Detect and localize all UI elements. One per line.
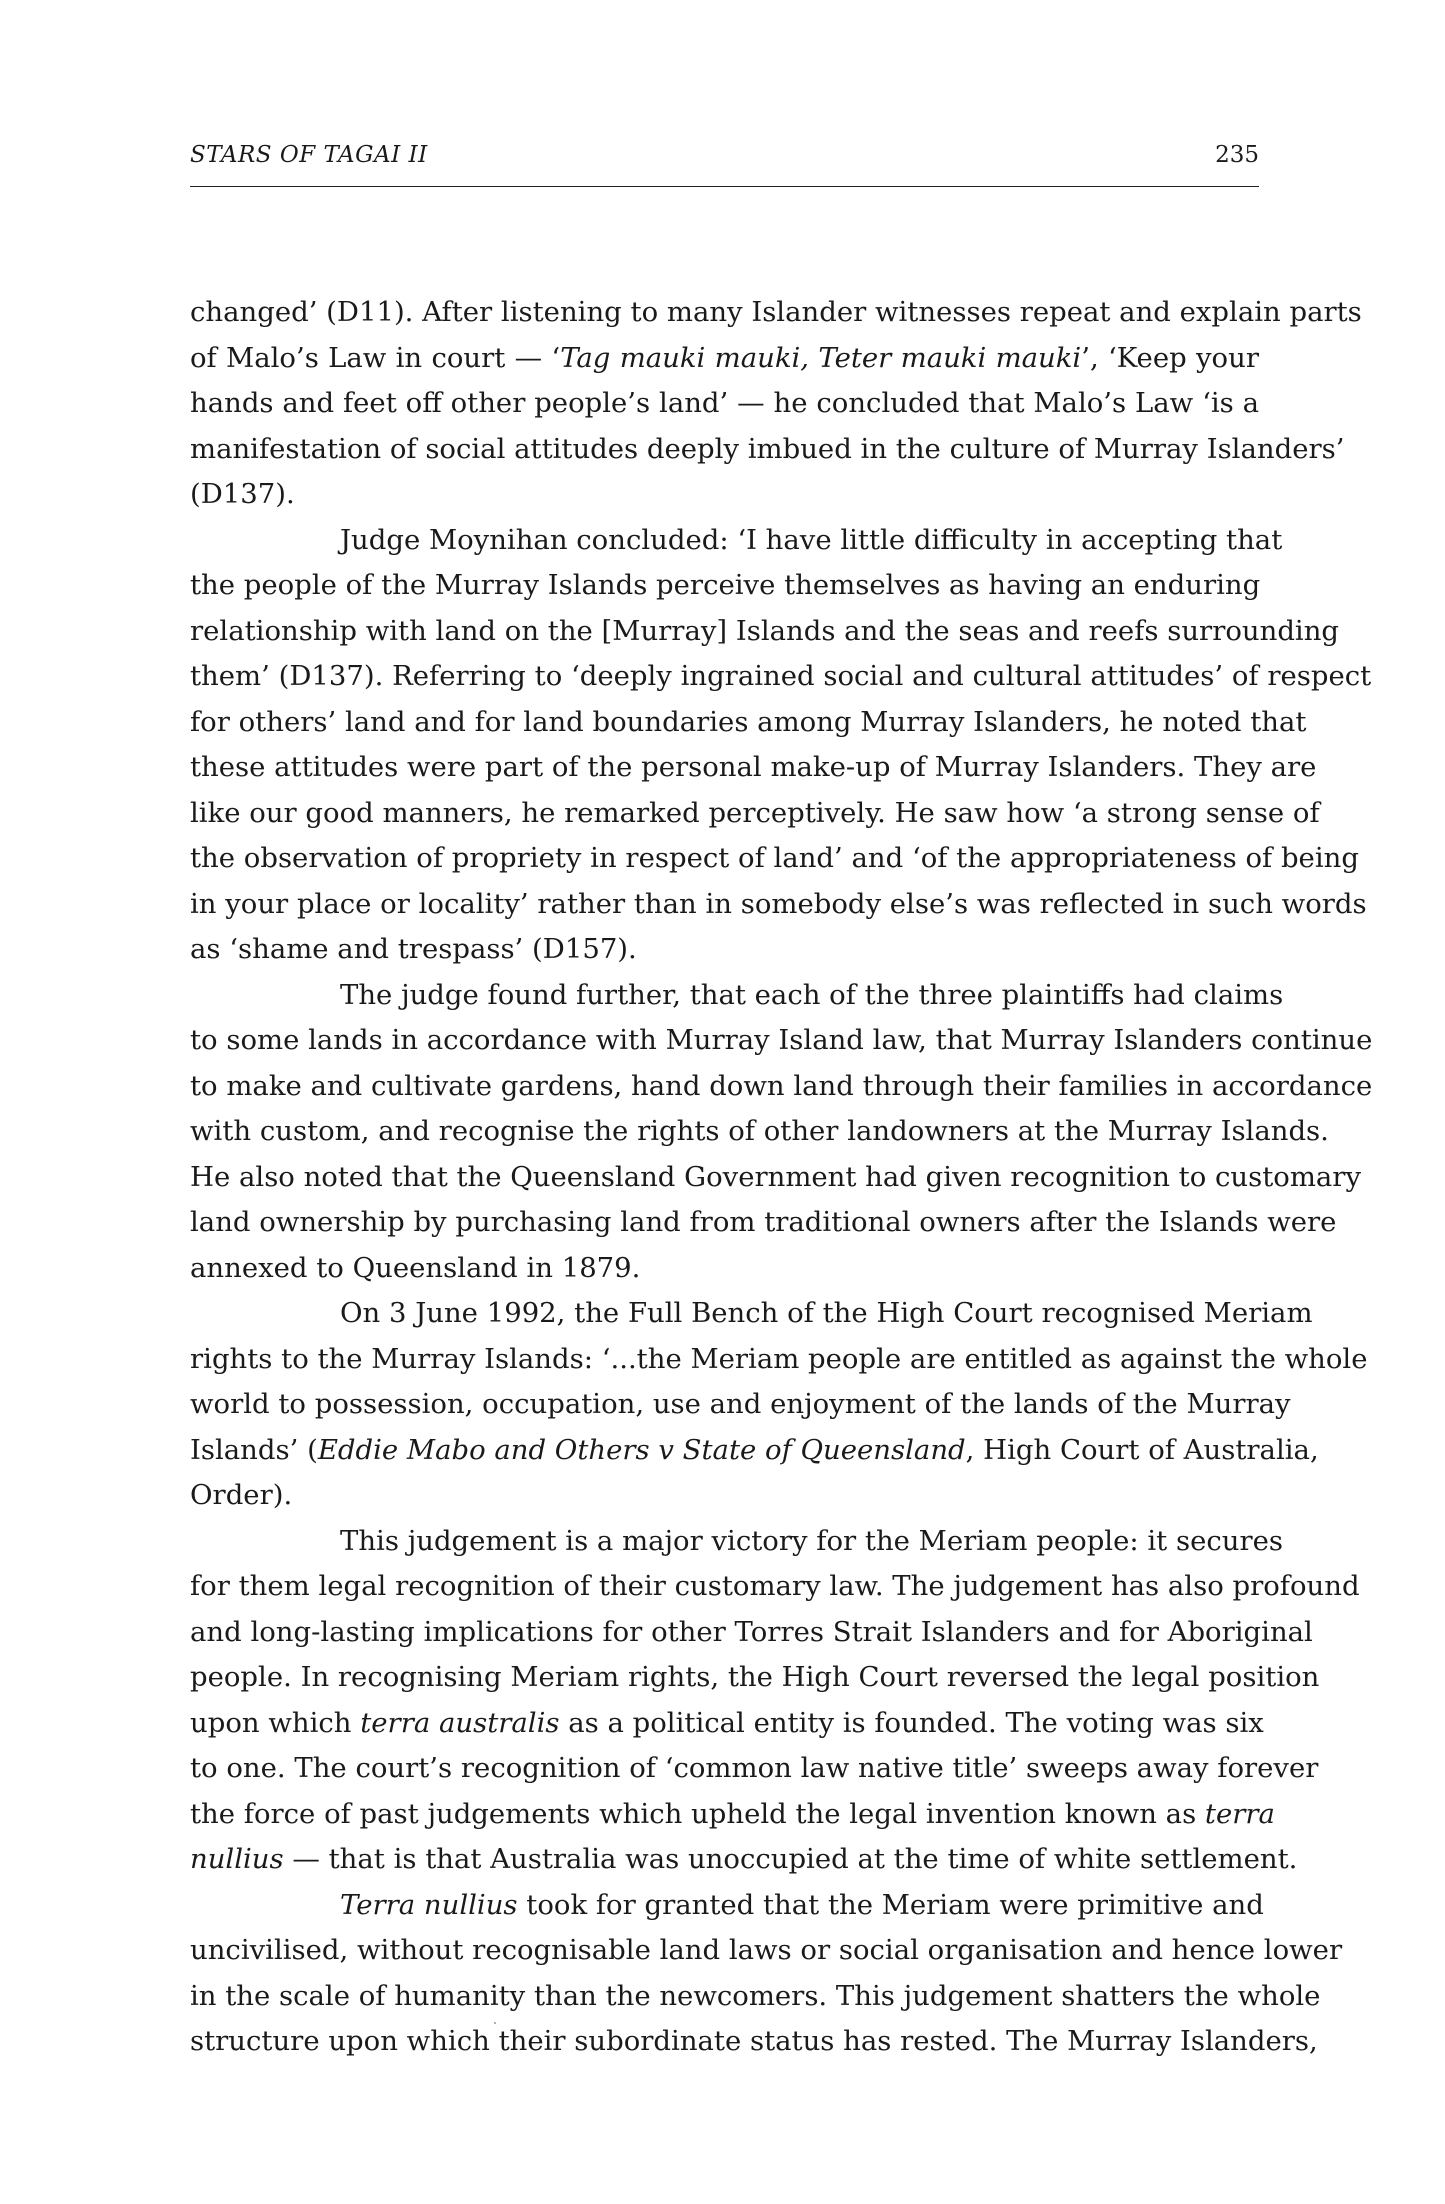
- text-line: [190, 336, 1259, 382]
- text-line: [190, 791, 1320, 837]
- italic-text: Tag mauki mauki, Teter mauki mauki: [560, 341, 1082, 374]
- text-line: [190, 381, 1259, 427]
- text-line: [190, 472, 1259, 518]
- text-line: [190, 1064, 1373, 1110]
- text-run: world to possession, occupation, use and enjoyment of the lands of the Murray: [190, 1388, 1291, 1420]
- scan-speck: [494, 2022, 496, 2024]
- text-run: and long-lasting implications for other Torres Strait Islanders and for Aboriginal: [190, 1615, 1313, 1648]
- text-run: the observation of propriety in respect of land’ and ‘of the appropriateness of being: [190, 842, 1359, 874]
- text-run: the people of the Murray Islands perceive themselves as having an enduring: [190, 569, 1261, 601]
- text-line: [190, 1473, 1259, 1519]
- text-run: This judgement is a major victory for the Meriam people: it secures: [340, 1524, 1283, 1557]
- text-line: [190, 1928, 1343, 1974]
- text-run: Order).: [190, 1479, 293, 1511]
- text-line: [190, 1519, 1283, 1565]
- text-line: [190, 1200, 1337, 1246]
- text-line: [190, 654, 1372, 700]
- text-line: [190, 1701, 1264, 1747]
- text-run: changed’ (D11). After listening to many Islander witnesses repeat and explain parts: [190, 296, 1362, 328]
- running-title: STARS OF TAGAI II: [190, 142, 428, 168]
- text-line: [190, 1382, 1291, 1428]
- text-run: as a political entity is founded. The voting was six: [559, 1706, 1264, 1739]
- text-line: [190, 1109, 1329, 1155]
- text-line: [190, 1837, 1298, 1883]
- text-run: as ‘shame and trespass’ (D157).: [190, 933, 637, 965]
- text-run: rights to the Murray Islands: ‘...the Meriam people are entitled as against the whole: [190, 1342, 1368, 1375]
- text-line: [190, 1792, 1275, 1838]
- text-line: [190, 563, 1259, 609]
- text-run: like our good manners, he remarked perceptively. He saw how ‘a strong sense of: [190, 796, 1320, 829]
- text-run: them’ (D137). Referring to ‘deeply ingrained social and cultural attitudes’ of respect: [190, 660, 1372, 692]
- text-run: took for granted that the Meriam were primitive and: [517, 1888, 1264, 1921]
- text-run: land ownership by purchasing land from traditional owners after the Islands were: [190, 1206, 1337, 1238]
- text-run: Islands’ (: [190, 1433, 318, 1466]
- text-line: [190, 1564, 1360, 1610]
- text-run: hands and feet off other people’s land’ — he concluded that Malo’s Law ‘is a: [190, 387, 1259, 419]
- text-line: [190, 1018, 1373, 1064]
- text-run: He also noted that the Queensland Government had given recognition to customary: [190, 1160, 1361, 1193]
- text-line: [190, 1883, 1264, 1929]
- text-line: [190, 1291, 1313, 1337]
- text-line: [190, 2019, 1318, 2065]
- text-run: On 3 June 1992, the Full Bench of the High Court recognised Meriam: [340, 1297, 1313, 1329]
- italic-text: terra australis: [360, 1706, 560, 1739]
- text-run: Judge Moynihan concluded: ‘I have little difficulty in accepting that: [340, 523, 1283, 556]
- text-line: [190, 1746, 1319, 1792]
- text-run: relationship with land on the [Murray] Islands and the seas and reefs surrounding: [190, 614, 1340, 647]
- text-run: in your place or locality’ rather than in somebody else’s was reflected in such words: [190, 887, 1367, 920]
- text-run: upon which: [190, 1706, 361, 1739]
- text-line: [190, 518, 1283, 564]
- text-line: [190, 700, 1307, 746]
- text-line: [190, 882, 1367, 928]
- text-line: [190, 1246, 1259, 1292]
- text-line: [190, 745, 1317, 791]
- text-line: [190, 1610, 1313, 1656]
- text-run: of Malo’s Law in court — ‘: [190, 341, 561, 374]
- text-run: manifestation of social attitudes deeply imbued in the culture of Murray Islanders’: [190, 432, 1345, 465]
- text-run: (D137).: [190, 478, 295, 510]
- text-line: [190, 427, 1345, 473]
- italic-text: nullius: [190, 1843, 284, 1875]
- text-line: [190, 836, 1359, 882]
- italic-text: Eddie Mabo and Others v State of Queensland: [317, 1433, 966, 1466]
- text-run: The judge found further, that each of the three plaintiffs had claims: [340, 978, 1284, 1011]
- text-run: these attitudes were part of the personal make-up of Murray Islanders. They are: [190, 751, 1317, 783]
- text-line: [190, 927, 1259, 973]
- text-run: , High Court of Australia,: [965, 1433, 1319, 1466]
- text-line: [190, 1974, 1321, 2020]
- text-run: to one. The court’s recognition of ‘common law native title’ sweeps away forever: [190, 1752, 1319, 1784]
- text-line: [190, 1337, 1368, 1383]
- text-run: for others’ land and for land boundaries among Murray Islanders, he noted that: [190, 705, 1307, 738]
- text-line: [190, 1155, 1361, 1201]
- body-text: [190, 290, 1373, 2065]
- italic-text: Terra nullius: [340, 1888, 518, 1921]
- text-run: — that is that Australia was unoccupied at the time of white settlement.: [283, 1843, 1298, 1875]
- text-run: people. In recognising Meriam rights, the High Court reversed the legal position: [190, 1661, 1320, 1693]
- italic-text: terra: [1204, 1797, 1275, 1830]
- text-run: the force of past judgements which upheld the legal invention known as: [190, 1797, 1205, 1830]
- text-run: uncivilised, without recognisable land laws or social organisation and hence lower: [190, 1934, 1343, 1966]
- text-line: [190, 1428, 1319, 1474]
- page-header: [190, 142, 1259, 187]
- text-run: to some lands in accordance with Murray Island law, that Murray Islanders continue: [190, 1024, 1373, 1056]
- text-line: [190, 973, 1284, 1019]
- text-run: for them legal recognition of their customary law. The judgement has also profound: [190, 1570, 1360, 1602]
- text-run: ’, ‘Keep your: [1081, 341, 1259, 374]
- text-run: structure upon which their subordinate status has rested. The Murray Islanders,: [190, 2025, 1318, 2057]
- text-line: [190, 290, 1362, 336]
- text-run: in the scale of humanity than the newcomers. This judgement shatters the whole: [190, 1979, 1321, 2012]
- text-run: to make and cultivate gardens, hand down land through their families in accordance: [190, 1069, 1373, 1102]
- text-run: annexed to Queensland in 1879.: [190, 1251, 641, 1284]
- text-run: with custom, and recognise the rights of other landowners at the Murray Islands.: [190, 1115, 1329, 1147]
- text-line: [190, 1655, 1320, 1701]
- text-line: [190, 609, 1340, 655]
- page-number: 235: [1215, 142, 1259, 168]
